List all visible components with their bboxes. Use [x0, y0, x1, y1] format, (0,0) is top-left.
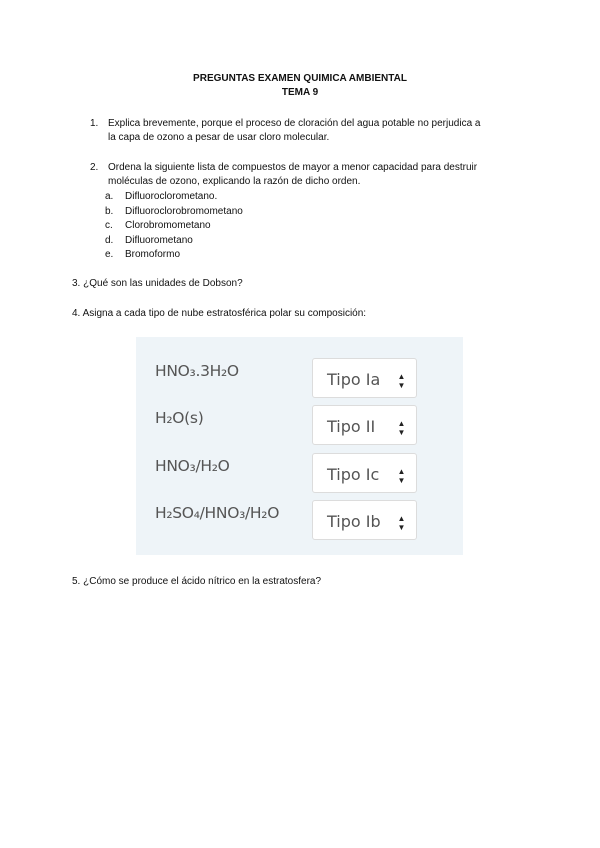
- document-subtitle: TEMA 9: [281, 87, 319, 98]
- list-item-letter: d.: [105, 234, 114, 246]
- formula-label: HNO₃.3H₂O: [155, 362, 239, 380]
- type-select[interactable]: [312, 358, 417, 398]
- sort-arrows-icon: ▲▼: [397, 419, 406, 437]
- list-item-letter: e.: [105, 249, 114, 260]
- matching-row: [136, 395, 463, 443]
- list-item-text: Difluorometano: [125, 234, 193, 246]
- type-select[interactable]: [312, 453, 417, 493]
- list-item-text: Difluoroclorobromometano: [125, 205, 243, 217]
- formula-label: H₂O(s): [155, 409, 204, 427]
- sort-arrows-icon: ▲▼: [397, 372, 406, 390]
- list-item: [105, 190, 218, 205]
- matching-row: [136, 348, 463, 396]
- list-item: [105, 205, 243, 220]
- list-item-text: Difluoroclorometano.: [125, 191, 218, 202]
- list-item: [105, 234, 193, 249]
- matching-row: [136, 443, 463, 491]
- list-item-letter: c.: [105, 220, 113, 231]
- sort-arrows-icon: ▲▼: [397, 467, 406, 485]
- list-item: [105, 248, 181, 263]
- type-select-value: Tipo Ic: [327, 465, 380, 484]
- q3-text: 3. ¿Qué son las unidades de Dobson?: [72, 278, 243, 289]
- formula-label: H₂SO₄/HNO₃/H₂O: [155, 504, 280, 522]
- type-select-value: Tipo Ib: [327, 512, 381, 531]
- sort-arrows-icon: ▲▼: [397, 514, 406, 532]
- q2-line1: Ordena la siguiente lista de compuestos de mayor a menor capacidad para destruir: [108, 162, 478, 173]
- document-title: PREGUNTAS EXAMEN QUIMICA AMBIENTAL: [193, 73, 407, 84]
- matching-row: [136, 490, 463, 538]
- q1-line1: Explica brevemente, porque el proceso de cloración del agua potable no perjudica a: [108, 118, 481, 129]
- q1-number: 1.: [90, 118, 99, 129]
- list-item-letter: b.: [105, 205, 114, 217]
- type-select[interactable]: [312, 500, 417, 540]
- q2-line2: moléculas de ozono, explicando la razón de dicho orden.: [108, 176, 361, 187]
- list-item-text: Clorobromometano: [125, 220, 211, 231]
- type-select-value: Tipo Ia: [327, 370, 381, 389]
- list-item-letter: a.: [105, 191, 114, 202]
- formula-label: HNO₃/H₂O: [155, 457, 230, 475]
- q4-text: 4. Asigna a cada tipo de nube estratosférica polar su composición:: [72, 308, 367, 319]
- q1-line2: la capa de ozono a pesar de usar cloro molecular.: [108, 132, 330, 143]
- list-item: [105, 219, 211, 234]
- type-select-value: Tipo II: [327, 417, 376, 436]
- matching-panel: [136, 337, 463, 555]
- list-item-text: Bromoformo: [125, 249, 181, 260]
- q5-text: 5. ¿Cómo se produce el ácido nítrico en la estratosfera?: [72, 576, 322, 587]
- q2-number: 2.: [90, 162, 99, 173]
- type-select[interactable]: [312, 405, 417, 445]
